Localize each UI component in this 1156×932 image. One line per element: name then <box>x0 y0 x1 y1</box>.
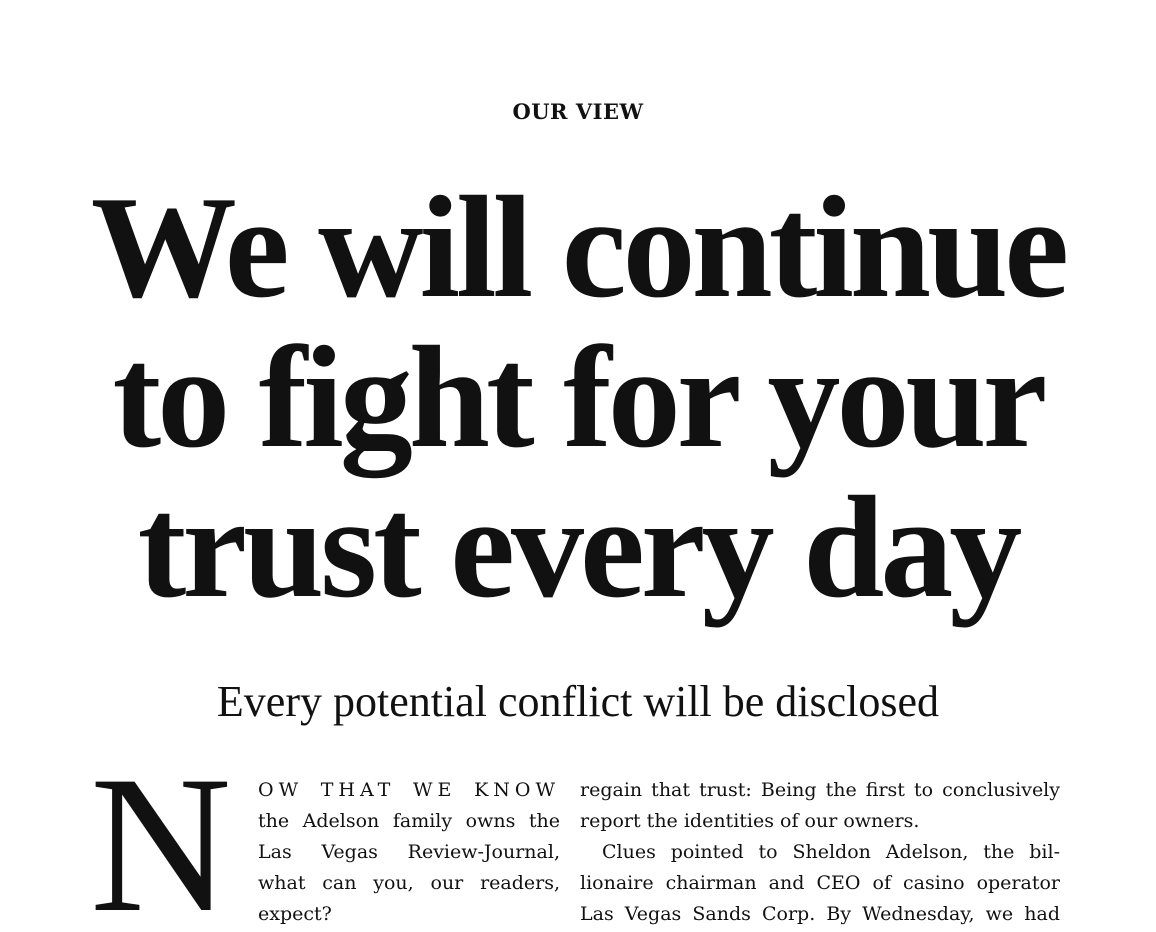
text-line: the Adelson family owns the <box>258 810 560 832</box>
text-line: Las Vegas Sands Corp. By Wednesday, we had <box>580 903 1060 925</box>
headline-line: We will continue <box>90 166 1066 328</box>
headline-line: trust every day <box>137 466 1019 628</box>
article-body <box>90 770 1060 932</box>
column-2-text <box>580 774 1060 929</box>
headline <box>0 166 1156 628</box>
text-line: report the identities of our owners. <box>580 810 920 832</box>
drop-cap: N <box>90 770 232 920</box>
lead-in-caps: OW THAT WE KNOW <box>258 779 560 801</box>
text-line: lionaire chairman and CEO of casino operator <box>580 872 1060 894</box>
subheadline: Every potential conflict will be disclosed <box>216 677 940 726</box>
headline-line: to fight for your <box>112 316 1044 478</box>
text-line: Clues pointed to Sheldon Adelson, the bil- <box>602 841 1060 863</box>
column-1-text <box>258 774 560 929</box>
section-kicker: OUR VIEW <box>512 99 644 124</box>
text-line: Las Vegas Review-Journal, <box>258 841 560 863</box>
text-line: expect? <box>258 903 332 925</box>
text-line: what can you, our readers, <box>258 872 560 894</box>
text-line: regain that trust: Being the first to conclusively <box>580 779 1060 801</box>
